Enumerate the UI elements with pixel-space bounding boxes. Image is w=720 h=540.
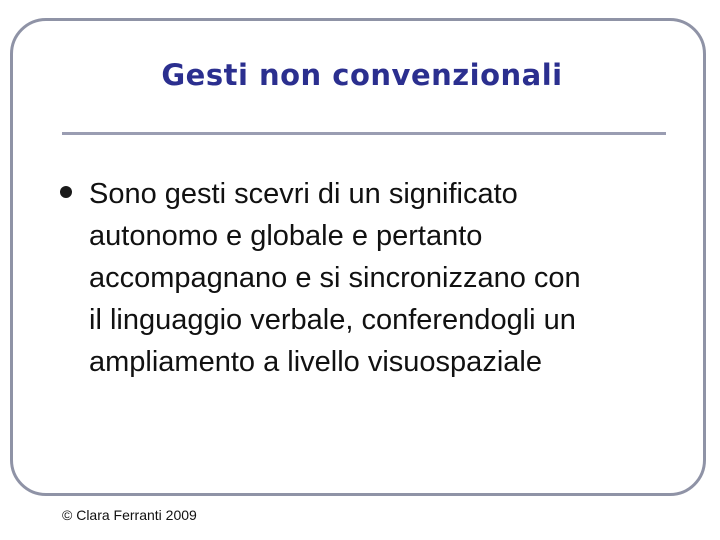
slide-title: Gesti non convenzionali [161, 58, 563, 92]
bullet-line: Sono gesti scevri di un significato [89, 178, 518, 210]
bullet-line: accompagnano e si sincronizzano con [89, 262, 581, 294]
bullet-line: autonomo e globale e pertanto [89, 220, 483, 252]
bullet-paragraph [89, 173, 699, 383]
copyright-footer: © Clara Ferranti 2009 [62, 507, 197, 523]
bullet-dot-icon [60, 186, 72, 198]
bullet-line: ampliamento a livello visuospaziale [89, 346, 542, 378]
title-divider [62, 132, 666, 135]
bullet-line: il linguaggio verbale, conferendogli un [89, 304, 576, 336]
